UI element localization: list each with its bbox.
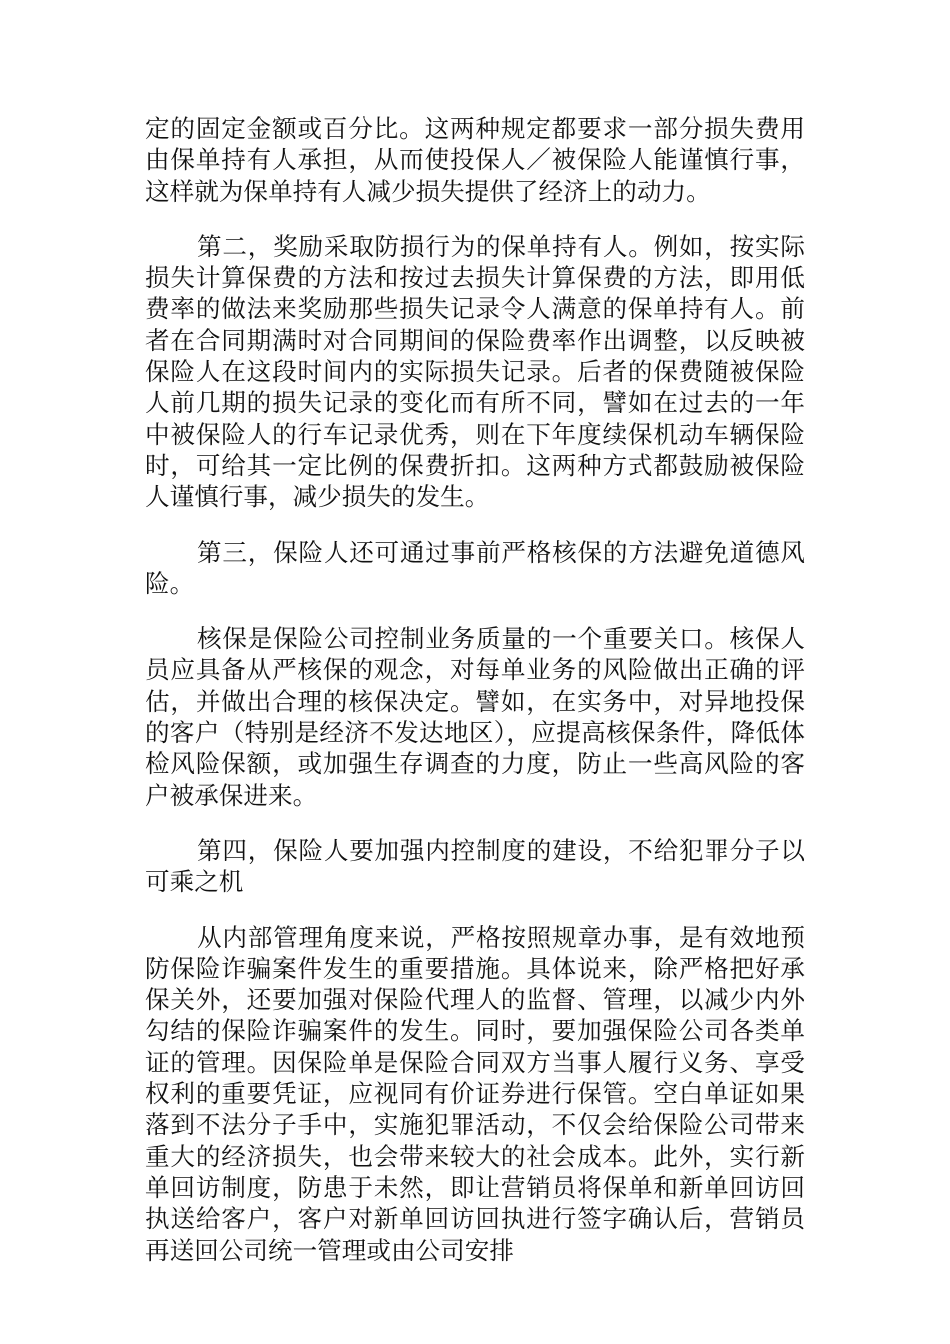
- paragraph-second-point: 第二，奖励采取防损行为的保单持有人。例如，按实际损失计算保费的方法和按过去损失计算保费的方法，即用低费率的做法来奖励那些损失记录令人满意的保单持有人。前者在合同期满时对合同期间的保险费率作出调整，以反映被保险人在这段时间内的实际损失记录。后者的保费随被保险人前几期的损失记录的变化而有所不同，譬如在过去的一年中被保险人的行车记录优秀，则在下年度续保机动车辆保险时，可给其一定比例的保费折扣。这两种方式都鼓励被保险人谨慎行事，减少损失的发生。: [145, 231, 805, 512]
- paragraph-continuation: 定的固定金额或百分比。这两种规定都要求一部分损失费用由保单持有人承担，从而使投保人／被保险人能谨慎行事，这样就为保单持有人减少损失提供了经济上的动力。: [145, 114, 805, 206]
- paragraph-underwriting: 核保是保险公司控制业务质量的一个重要关口。核保人员应具备从严核保的观念，对每单业务的风险做出正确的评估，并做出合理的核保决定。譬如，在实务中，对异地投保的客户（特别是经济不发达地区），应提高核保条件，降低体检风险保额，或加强生存调查的力度，防止一些高风险的客户被承保进来。: [145, 624, 805, 810]
- paragraph-internal-management: 从内部管理角度来说，严格按照规章办事，是有效地预防保险诈骗案件发生的重要措施。具体说来，除严格把好承保关外，还要加强对保险代理人的监督、管理，以减少内外勾结的保险诈骗案件的发生。同时，要加强保险公司各类单证的管理。因保险单是保险合同双方当事人履行义务、享受权利的重要凭证，应视同有价证券进行保管。空白单证如果落到不法分子手中，实施犯罪活动，不仅会给保险公司带来重大的经济损失，也会带来较大的社会成本。此外，实行新单回访制度，防患于未然，即让营销员将保单和新单回访回执送给客户，客户对新单回访回执进行签字确认后，营销员再送回公司统一管理或由公司安排: [145, 922, 805, 1265]
- document-page: [145, 113, 805, 1290]
- paragraph-third-point: 第三，保险人还可通过事前严格核保的方法避免道德风险。: [145, 537, 805, 598]
- paragraph-fourth-point: 第四，保险人要加强内控制度的建设，不给犯罪分子以可乘之机: [145, 835, 805, 897]
